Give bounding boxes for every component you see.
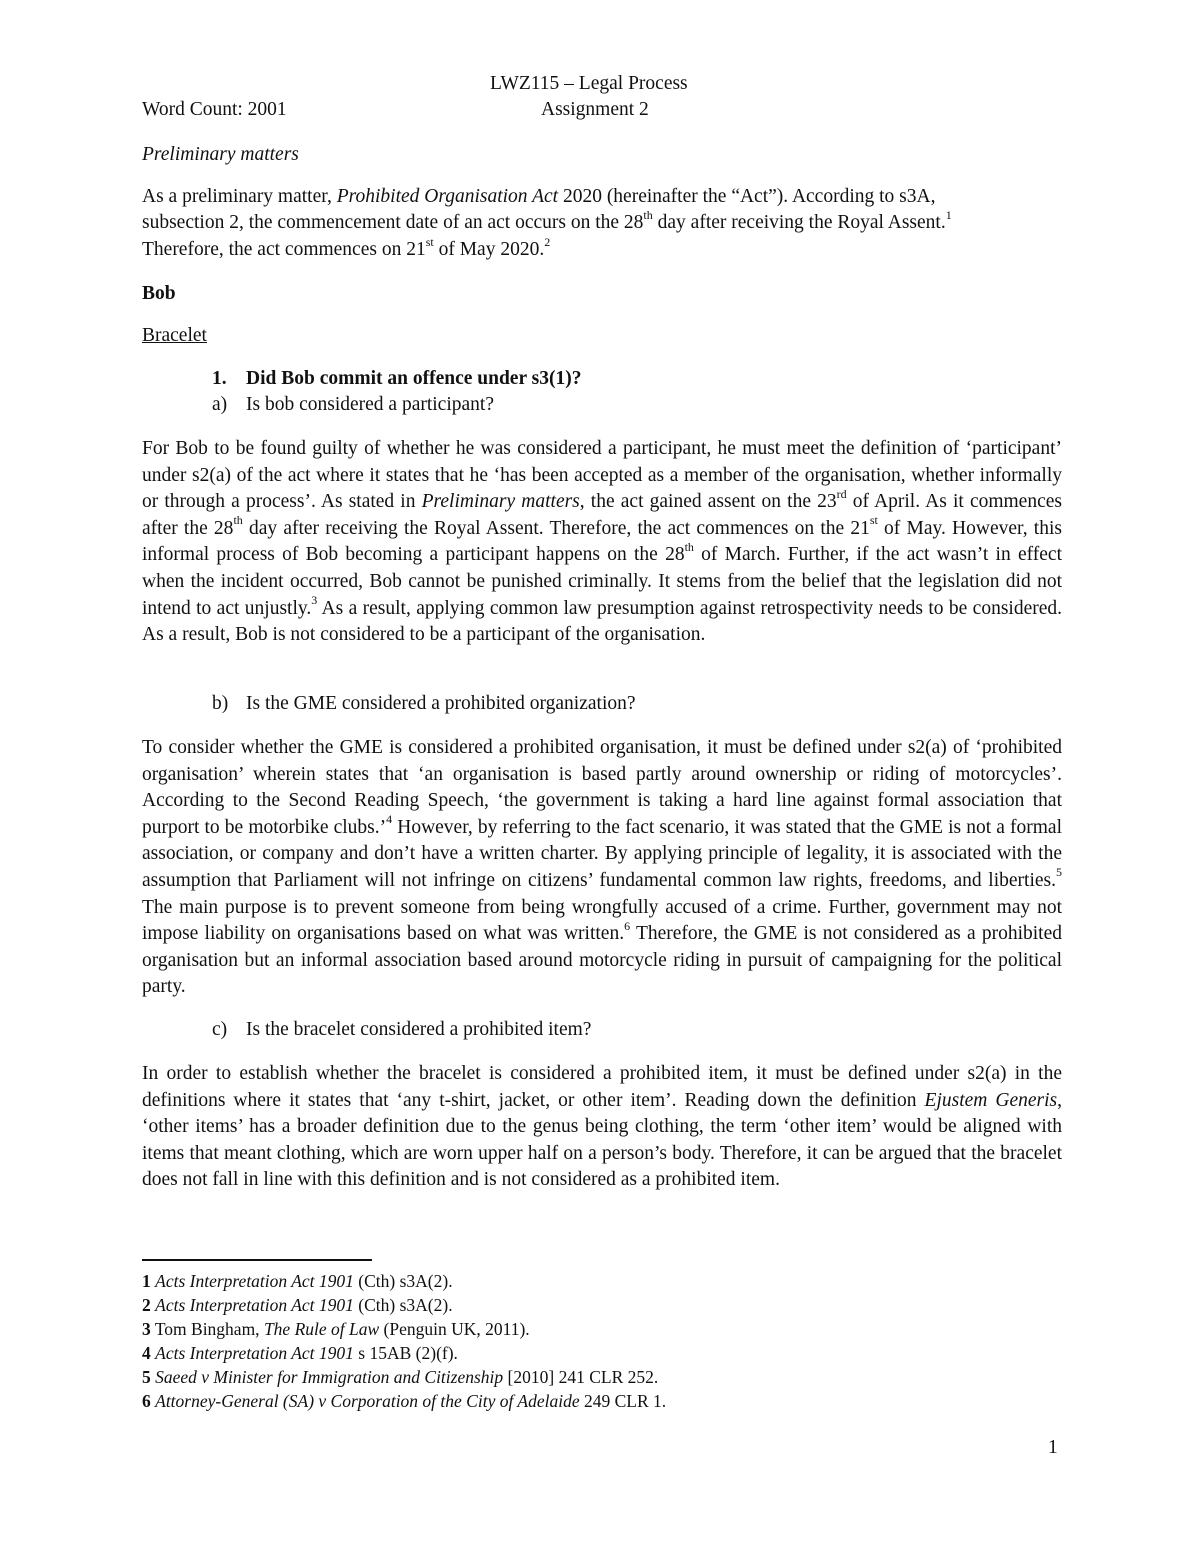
question-a-letter: a) [212, 394, 228, 415]
word-count: Word Count: 2001 [142, 99, 287, 120]
footnote: 2 Acts Interpretation Act 1901 (Cth) s3A(2). [142, 1295, 453, 1315]
course-title: LWZ115 – Legal Process [490, 73, 688, 94]
footnote: 5 Saeed v Minister for Immigration and Citizenship [2010] 241 CLR 252. [142, 1367, 659, 1387]
question-c-letter: c) [212, 1019, 228, 1040]
preliminary-line-2: subsection 2, the commencement date of an act occurs on the 28th day after receiving the Royal Assent.$^1$ [142, 207, 952, 233]
question-b-text: Is the GME considered a prohibited organization? [246, 693, 636, 714]
preliminary-line-1: As a preliminary matter, Prohibited Organisation Act 2020 (hereinafter the “Act”). According to s3A, [142, 186, 936, 207]
footnote-ref: 4 [386, 812, 393, 827]
footnote: 6 Attorney-General (SA) v Corporation of the City of Adelaide 249 CLR 1. [142, 1391, 667, 1411]
question-1-text: Did Bob commit an offence under s3(1)? [246, 368, 582, 389]
question-b-letter: b) [212, 693, 229, 714]
footnote-ref: 1 [945, 207, 952, 222]
question-1-number: 1. [212, 368, 227, 389]
question-c-text: Is the bracelet considered a prohibited item? [246, 1019, 592, 1040]
footnote-ref: 2 [544, 234, 551, 249]
footnote: 1 Acts Interpretation Act 1901 (Cth) s3A(2). [142, 1271, 453, 1291]
paragraph-prohibited-item: In order to establish whether the bracelet is considered a prohibited item, it must be defined under s2(a) in the definitions where it states that ‘any t-shirt, jacket, or other item’. Reading down the definition Ejustem Generis, ‘other items’ has a broader definition due to the genus being clothing, the term ‘other item’ would be aligned with items that meant clothing, which are worn upper half on a person’s body. Therefore, it can be argued that the bracelet does not fall in line with this definition and is not considered as a prohibited item. [142, 1063, 1062, 1191]
subheading-bracelet: Bracelet [142, 325, 207, 346]
footnote-ref: 3 [311, 593, 318, 608]
footnote: 3 Tom Bingham, The Rule of Law (Penguin UK, 2011). [142, 1319, 530, 1339]
section-heading-bob: Bob [142, 283, 176, 304]
footnote-separator [142, 1259, 372, 1261]
preliminary-heading: Preliminary matters [142, 144, 299, 165]
footnote-ref: 6 [624, 918, 631, 933]
footnote-ref: 5 [1056, 865, 1062, 880]
preliminary-line-3: Therefore, the act commences on 21st of May 2020.$^2$ [142, 234, 551, 260]
paragraph-prohibited-organisation: To consider whether the GME is considered a prohibited organisation, it must be defined under s2(a) of ‘prohibited organisation’ wherein states that ‘an organisation is based partly around ownership or riding of motorcycles’. According to the Second Reading Speech, ‘the government is taking a hard line against formal association that purport to be motorbike clubs.’$^4$ However, by referring to the fact scenario, it was stated that the GME is not a formal association, or company and don’t have a written charter. By applying principle of legality, it is associated with the assumption that Parliament will not infringe on citizens’ fundamental common law rights, freedoms, and liberties.$^5$ The main purpose is to prevent someone from being wrongfully accused of a crime. Further, government may not impose liability on organisations based on what was written.$^6$ Therefore, the GME is not considered as a prohibited organisation but an informal association based around motorcycle riding in pursuit of campaigning for the political party. [142, 737, 1062, 998]
question-a-text: Is bob considered a participant? [246, 394, 494, 415]
footnote: 4 Acts Interpretation Act 1901 s 15AB (2)(f). [142, 1343, 458, 1363]
assignment-title: Assignment 2 [541, 99, 649, 120]
page-number: 1 [1048, 1437, 1058, 1458]
paragraph-participant: For Bob to be found guilty of whether he was considered a participant, he must meet the definition of ‘participant’ under s2(a) of the act where it states that he ‘has been accepted as a member of the organisation, whether informally or through a process’. As stated in Preliminary matters, the act gained assent on the 23rd of April. As it commences after the 28th day after receiving the Royal Assent. Therefore, the act commences on the 21st of May. However, this informal process of Bob becoming a participant happens on the 28th of March. Further, if the act wasn’t in effect when the incident occurred, Bob cannot be punished criminally. It stems from the belief that the legislation did not intend to act unjustly.$^3$ As a result, applying common law presumption against retrospectivity needs to be considered. As a result, Bob is not considered to be a participant of the organisation. [142, 438, 1063, 646]
